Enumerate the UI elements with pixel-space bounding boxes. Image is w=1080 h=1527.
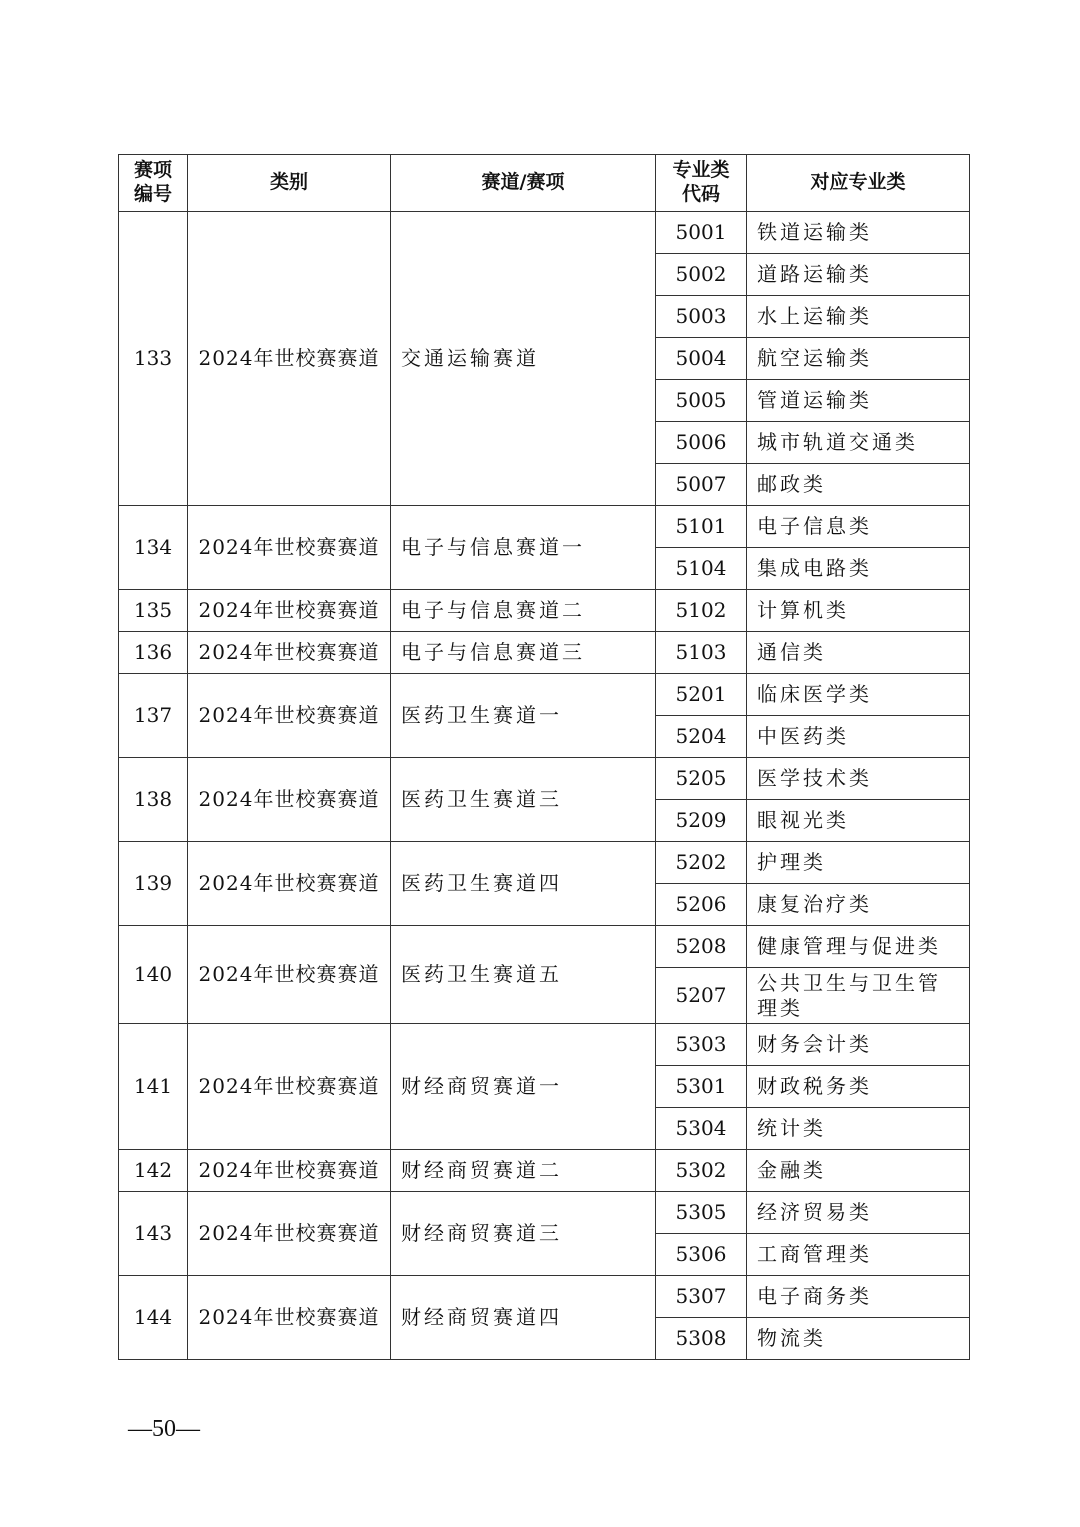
- header-major: 对应专业类: [747, 155, 970, 212]
- competition-no-cell: 138: [119, 758, 188, 842]
- track-cell: 财经商贸赛道一: [391, 1024, 656, 1150]
- major-cell: 工商管理类: [747, 1234, 970, 1276]
- major-code-cell: 5004: [656, 338, 747, 380]
- major-cell: 眼视光类: [747, 800, 970, 842]
- major-code-cell: 5206: [656, 884, 747, 926]
- major-cell: 电子信息类: [747, 506, 970, 548]
- major-cell: 计算机类: [747, 590, 970, 632]
- major-code-cell: 5301: [656, 1066, 747, 1108]
- table-row: [119, 1192, 970, 1234]
- major-code-cell: 5201: [656, 674, 747, 716]
- competition-no-cell: 133: [119, 212, 188, 506]
- major-cell: 水上运输类: [747, 296, 970, 338]
- track-cell: 财经商贸赛道二: [391, 1150, 656, 1192]
- competition-no-cell: 134: [119, 506, 188, 590]
- competition-no-cell: 140: [119, 926, 188, 1024]
- category-cell: 2024年世校赛赛道: [188, 590, 391, 632]
- table-row: [119, 590, 970, 632]
- track-cell: 电子与信息赛道一: [391, 506, 656, 590]
- major-cell: 铁道运输类: [747, 212, 970, 254]
- major-code-cell: 5302: [656, 1150, 747, 1192]
- track-cell: 医药卫生赛道五: [391, 926, 656, 1024]
- major-cell: 通信类: [747, 632, 970, 674]
- table-row: [119, 1276, 970, 1318]
- major-cell: 管道运输类: [747, 380, 970, 422]
- major-cell: 临床医学类: [747, 674, 970, 716]
- competition-major-table-container: [118, 154, 969, 1360]
- table-body: [119, 212, 970, 1360]
- category-cell: 2024年世校赛赛道: [188, 926, 391, 1024]
- major-cell: 公共卫生与卫生管理类: [747, 968, 970, 1024]
- table-row: [119, 674, 970, 716]
- category-cell: 2024年世校赛赛道: [188, 506, 391, 590]
- major-cell: 医学技术类: [747, 758, 970, 800]
- competition-no-cell: 137: [119, 674, 188, 758]
- major-code-cell: 5003: [656, 296, 747, 338]
- category-cell: 2024年世校赛赛道: [188, 212, 391, 506]
- major-cell: 电子商务类: [747, 1276, 970, 1318]
- header-no-line2: 编号: [133, 183, 172, 205]
- major-code-cell: 5308: [656, 1318, 747, 1360]
- table-row: [119, 758, 970, 800]
- major-code-cell: 5005: [656, 380, 747, 422]
- table-row: [119, 1024, 970, 1066]
- major-cell: 集成电路类: [747, 548, 970, 590]
- track-cell: 电子与信息赛道二: [391, 590, 656, 632]
- competition-no-cell: 142: [119, 1150, 188, 1192]
- category-cell: 2024年世校赛赛道: [188, 632, 391, 674]
- header-competition-no: [119, 155, 188, 212]
- table-row: [119, 1150, 970, 1192]
- major-code-cell: 5101: [656, 506, 747, 548]
- major-cell: 城市轨道交通类: [747, 422, 970, 464]
- category-cell: 2024年世校赛赛道: [188, 1276, 391, 1360]
- track-cell: 财经商贸赛道四: [391, 1276, 656, 1360]
- major-code-cell: 5002: [656, 254, 747, 296]
- major-code-cell: 5001: [656, 212, 747, 254]
- header-no-line1: 赛项: [133, 159, 172, 182]
- major-code-cell: 5205: [656, 758, 747, 800]
- table-row: [119, 212, 970, 254]
- competition-no-cell: 139: [119, 842, 188, 926]
- major-code-cell: 5307: [656, 1276, 747, 1318]
- header-major-code: [656, 155, 747, 212]
- major-code-cell: 5007: [656, 464, 747, 506]
- competition-no-cell: 141: [119, 1024, 188, 1150]
- major-cell: 航空运输类: [747, 338, 970, 380]
- major-cell: 统计类: [747, 1108, 970, 1150]
- major-code-cell: 5202: [656, 842, 747, 884]
- major-code-cell: 5104: [656, 548, 747, 590]
- major-cell: 健康管理与促进类: [747, 926, 970, 968]
- category-cell: 2024年世校赛赛道: [188, 1150, 391, 1192]
- major-cell: 财务会计类: [747, 1024, 970, 1066]
- track-cell: 交通运输赛道: [391, 212, 656, 506]
- major-cell: 道路运输类: [747, 254, 970, 296]
- track-cell: 电子与信息赛道三: [391, 632, 656, 674]
- table-header: [119, 155, 970, 212]
- major-code-cell: 5102: [656, 590, 747, 632]
- table-row: [119, 506, 970, 548]
- page-number: —50—: [128, 1416, 200, 1442]
- major-cell: 物流类: [747, 1318, 970, 1360]
- competition-no-cell: 144: [119, 1276, 188, 1360]
- category-cell: 2024年世校赛赛道: [188, 674, 391, 758]
- competition-no-cell: 136: [119, 632, 188, 674]
- major-code-cell: 5304: [656, 1108, 747, 1150]
- header-category: 类别: [188, 155, 391, 212]
- category-cell: 2024年世校赛赛道: [188, 1192, 391, 1276]
- track-cell: 财经商贸赛道三: [391, 1192, 656, 1276]
- track-cell: 医药卫生赛道四: [391, 842, 656, 926]
- major-cell: 经济贸易类: [747, 1192, 970, 1234]
- competition-no-cell: 143: [119, 1192, 188, 1276]
- major-cell: 财政税务类: [747, 1066, 970, 1108]
- major-code-cell: 5208: [656, 926, 747, 968]
- competition-major-table: [118, 154, 970, 1360]
- major-code-cell: 5303: [656, 1024, 747, 1066]
- major-code-cell: 5006: [656, 422, 747, 464]
- category-cell: 2024年世校赛赛道: [188, 758, 391, 842]
- major-cell: 中医药类: [747, 716, 970, 758]
- major-code-cell: 5204: [656, 716, 747, 758]
- header-code-line1: 专业类: [672, 159, 730, 182]
- table-row: [119, 842, 970, 884]
- major-code-cell: 5209: [656, 800, 747, 842]
- category-cell: 2024年世校赛赛道: [188, 1024, 391, 1150]
- table-row: [119, 926, 970, 968]
- category-cell: 2024年世校赛赛道: [188, 842, 391, 926]
- major-code-cell: 5207: [656, 968, 747, 1024]
- header-code-line2: 代码: [681, 183, 720, 205]
- major-cell: 邮政类: [747, 464, 970, 506]
- table-row: [119, 632, 970, 674]
- major-code-cell: 5305: [656, 1192, 747, 1234]
- track-cell: 医药卫生赛道三: [391, 758, 656, 842]
- major-code-cell: 5306: [656, 1234, 747, 1276]
- major-cell: 康复治疗类: [747, 884, 970, 926]
- header-track: 赛道/赛项: [391, 155, 656, 212]
- competition-no-cell: 135: [119, 590, 188, 632]
- header-row: [119, 155, 970, 212]
- major-cell: 护理类: [747, 842, 970, 884]
- major-cell: 金融类: [747, 1150, 970, 1192]
- major-code-cell: 5103: [656, 632, 747, 674]
- track-cell: 医药卫生赛道一: [391, 674, 656, 758]
